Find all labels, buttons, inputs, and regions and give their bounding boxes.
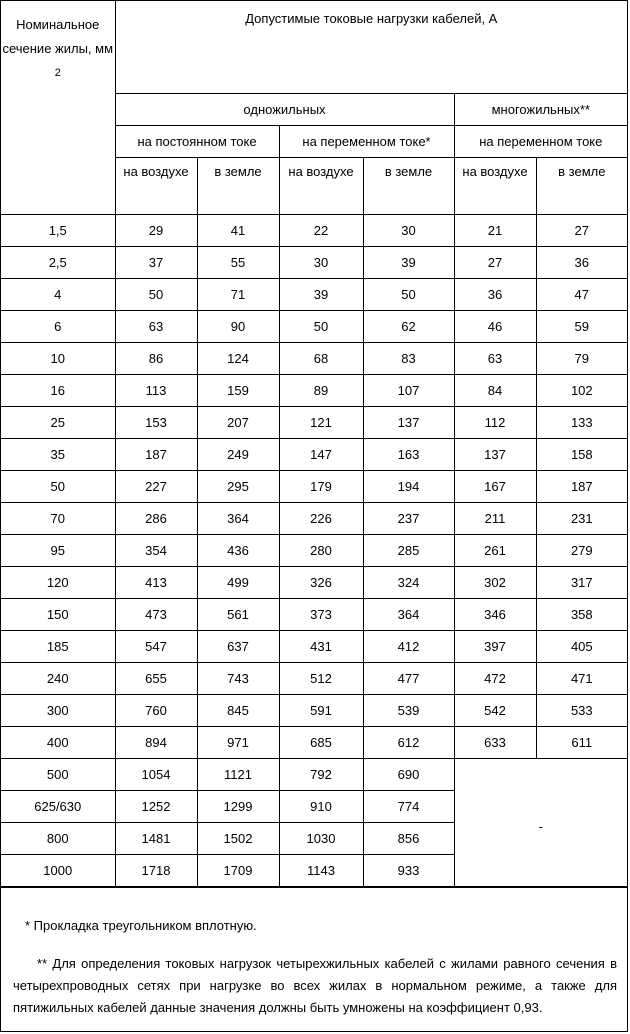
cell-value: 226 (279, 503, 363, 535)
cell-value: 512 (279, 663, 363, 695)
cell-section: 240 (1, 663, 115, 695)
cell-value: 533 (536, 695, 627, 727)
cell-section: 120 (1, 567, 115, 599)
header-air-ac-single: на воздухе (279, 158, 363, 215)
cell-value: 1481 (115, 823, 197, 855)
cell-value: 611 (536, 727, 627, 759)
cell-section: 35 (1, 439, 115, 471)
cell-value: 346 (454, 599, 536, 631)
cell-value: 89 (279, 375, 363, 407)
cell-value: 933 (363, 855, 454, 887)
cell-value: 27 (536, 215, 627, 247)
cell-value: 107 (363, 375, 454, 407)
cell-value: 539 (363, 695, 454, 727)
cell-value: 856 (363, 823, 454, 855)
cell-value: 655 (115, 663, 197, 695)
cell-value: 167 (454, 471, 536, 503)
cell-value: 30 (279, 247, 363, 279)
cell-value: 22 (279, 215, 363, 247)
cell-value: 431 (279, 631, 363, 663)
cell-section: 625/630 (1, 791, 115, 823)
table-row (1, 535, 627, 567)
cell-value: 41 (197, 215, 279, 247)
table-row (1, 215, 627, 247)
cell-value: 163 (363, 439, 454, 471)
cell-value: 910 (279, 791, 363, 823)
cell-value: 499 (197, 567, 279, 599)
header-ground-ac-single: в земле (363, 158, 454, 215)
cell-value: 84 (454, 375, 536, 407)
cell-value: 62 (363, 311, 454, 343)
cell-value: 112 (454, 407, 536, 439)
table-row (1, 631, 627, 663)
cell-value: 63 (454, 343, 536, 375)
cell-value: 760 (115, 695, 197, 727)
table-row (1, 439, 627, 471)
header-allowed-loads: Допустимые токовые нагрузки кабелей, А (115, 1, 627, 94)
table-row (1, 247, 627, 279)
cell-value: 37 (115, 247, 197, 279)
table-row (1, 311, 627, 343)
cell-value: 39 (363, 247, 454, 279)
cell-value: 36 (536, 247, 627, 279)
cell-value: 121 (279, 407, 363, 439)
table-row (1, 503, 627, 535)
cell-section: 70 (1, 503, 115, 535)
cell-value: 1143 (279, 855, 363, 887)
cell-value: 30 (363, 215, 454, 247)
header-air-ac-multi: на воздухе (454, 158, 536, 215)
table-row (1, 663, 627, 695)
cell-value: 1252 (115, 791, 197, 823)
cell-value: 354 (115, 535, 197, 567)
cell-value: 373 (279, 599, 363, 631)
cell-section: 185 (1, 631, 115, 663)
cell-value: 436 (197, 535, 279, 567)
header-ground-ac-multi: в земле (536, 158, 627, 215)
cell-multi-absent: - (454, 759, 627, 887)
cell-value: 690 (363, 759, 454, 791)
cell-section: 16 (1, 375, 115, 407)
cell-value: 133 (536, 407, 627, 439)
cell-value: 280 (279, 535, 363, 567)
cell-value: 1502 (197, 823, 279, 855)
cell-section: 1000 (1, 855, 115, 887)
cell-value: 113 (115, 375, 197, 407)
table-row (1, 727, 627, 759)
cell-value: 29 (115, 215, 197, 247)
cell-value: 179 (279, 471, 363, 503)
cell-value: 47 (536, 279, 627, 311)
footnote-1: * Прокладка треугольником вплотную. (25, 918, 257, 933)
header-ac-single: на переменном токе* (279, 126, 454, 158)
header-ac-multi: на переменном токе (454, 126, 627, 158)
cell-section: 150 (1, 599, 115, 631)
cell-value: 894 (115, 727, 197, 759)
cell-value: 102 (536, 375, 627, 407)
cell-value: 472 (454, 663, 536, 695)
cell-value: 1709 (197, 855, 279, 887)
cell-value: 39 (279, 279, 363, 311)
cell-value: 561 (197, 599, 279, 631)
header-nominal-section-text: Номинальное сечение жилы, мм (2, 17, 114, 56)
header-air-dc: на воздухе (115, 158, 197, 215)
cell-value: 159 (197, 375, 279, 407)
cell-section: 400 (1, 727, 115, 759)
header-single-core: одножильных (115, 94, 454, 126)
table-row (1, 279, 627, 311)
cell-value: 237 (363, 503, 454, 535)
cell-value: 774 (363, 791, 454, 823)
cell-value: 158 (536, 439, 627, 471)
cell-section: 10 (1, 343, 115, 375)
cell-value: 637 (197, 631, 279, 663)
cell-value: 86 (115, 343, 197, 375)
cell-value: 153 (115, 407, 197, 439)
cell-value: 317 (536, 567, 627, 599)
footnote-2: ** Для определения токовых нагрузок четырехжильных кабелей с жилами равного сечения в четырехпроводных сетях при нагрузке во всех жилах в нормальном режиме, а также для пятижильных кабелей данные значения должны быть умножены на коэффициент 0,93. (13, 956, 617, 1015)
cell-value: 547 (115, 631, 197, 663)
cell-value: 63 (115, 311, 197, 343)
cell-value: 187 (115, 439, 197, 471)
cell-value: 685 (279, 727, 363, 759)
cell-value: 187 (536, 471, 627, 503)
cell-value: 591 (279, 695, 363, 727)
cell-value: 633 (454, 727, 536, 759)
cell-section: 300 (1, 695, 115, 727)
cell-value: 36 (454, 279, 536, 311)
cell-value: 55 (197, 247, 279, 279)
cell-value: 971 (197, 727, 279, 759)
cell-value: 137 (363, 407, 454, 439)
cell-value: 71 (197, 279, 279, 311)
cell-value: 194 (363, 471, 454, 503)
header-nominal-section-sup: 2 (54, 67, 61, 79)
cell-value: 324 (363, 567, 454, 599)
cell-value: 90 (197, 311, 279, 343)
cell-value: 68 (279, 343, 363, 375)
cell-value: 477 (363, 663, 454, 695)
cell-value: 50 (279, 311, 363, 343)
cell-value: 1030 (279, 823, 363, 855)
cell-value: 137 (454, 439, 536, 471)
cell-value: 326 (279, 567, 363, 599)
cell-value: 124 (197, 343, 279, 375)
cell-value: 405 (536, 631, 627, 663)
cell-value: 397 (454, 631, 536, 663)
table-row (1, 759, 627, 791)
cell-value: 211 (454, 503, 536, 535)
cell-value: 83 (363, 343, 454, 375)
cell-value: 286 (115, 503, 197, 535)
cell-value: 285 (363, 535, 454, 567)
cell-value: 1121 (197, 759, 279, 791)
cell-value: 207 (197, 407, 279, 439)
table-row (1, 407, 627, 439)
table-row (1, 695, 627, 727)
table-row (1, 567, 627, 599)
cell-section: 95 (1, 535, 115, 567)
table-row (1, 375, 627, 407)
cell-section: 50 (1, 471, 115, 503)
cell-value: 302 (454, 567, 536, 599)
cell-section: 800 (1, 823, 115, 855)
cell-value: 50 (115, 279, 197, 311)
cell-value: 261 (454, 535, 536, 567)
cell-value: 1718 (115, 855, 197, 887)
cell-value: 1299 (197, 791, 279, 823)
cell-value: 471 (536, 663, 627, 695)
cell-value: 1054 (115, 759, 197, 791)
cell-value: 612 (363, 727, 454, 759)
cell-value: 473 (115, 599, 197, 631)
footnotes (1, 887, 627, 1031)
cell-value: 743 (197, 663, 279, 695)
cell-section: 25 (1, 407, 115, 439)
cell-value: 249 (197, 439, 279, 471)
cell-value: 358 (536, 599, 627, 631)
cell-value: 227 (115, 471, 197, 503)
cell-section: 1,5 (1, 215, 115, 247)
cell-value: 50 (363, 279, 454, 311)
table-row (1, 343, 627, 375)
header-ground-dc: в земле (197, 158, 279, 215)
cell-value: 59 (536, 311, 627, 343)
table-row (1, 471, 627, 503)
cell-value: 542 (454, 695, 536, 727)
cable-load-table (1, 1, 627, 887)
cell-section: 500 (1, 759, 115, 791)
cell-value: 295 (197, 471, 279, 503)
table-row (1, 599, 627, 631)
cell-value: 412 (363, 631, 454, 663)
cell-value: 27 (454, 247, 536, 279)
cell-value: 79 (536, 343, 627, 375)
header-nominal-section (1, 1, 115, 215)
cell-value: 792 (279, 759, 363, 791)
cell-value: 21 (454, 215, 536, 247)
header-dc: на постоянном токе (115, 126, 279, 158)
cell-section: 4 (1, 279, 115, 311)
cell-value: 364 (363, 599, 454, 631)
cell-value: 231 (536, 503, 627, 535)
cell-value: 279 (536, 535, 627, 567)
cell-value: 413 (115, 567, 197, 599)
cell-section: 6 (1, 311, 115, 343)
cell-value: 147 (279, 439, 363, 471)
cell-value: 364 (197, 503, 279, 535)
cell-value: 845 (197, 695, 279, 727)
cell-section: 2,5 (1, 247, 115, 279)
header-multi-core: многожильных** (454, 94, 627, 126)
cell-value: 46 (454, 311, 536, 343)
